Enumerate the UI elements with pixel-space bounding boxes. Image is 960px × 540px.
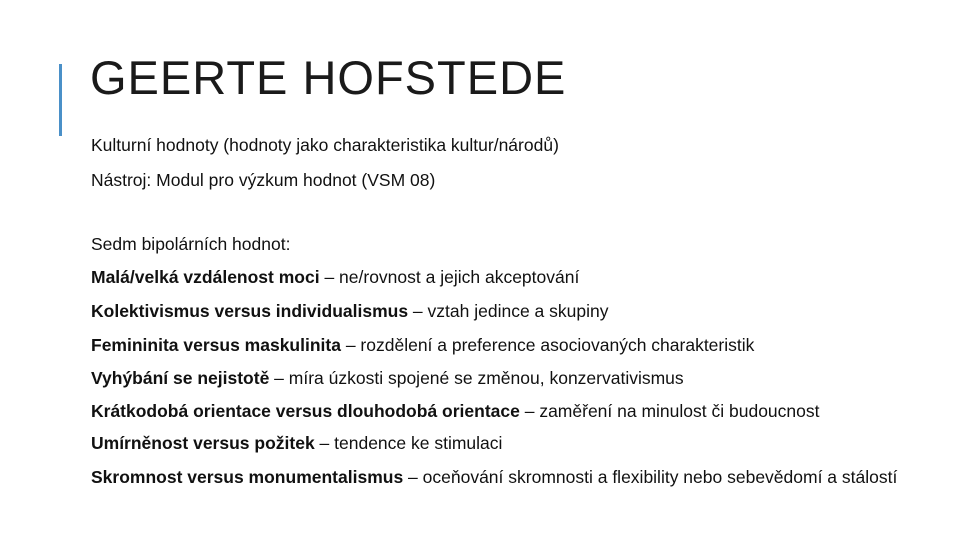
value-term: Skromnost versus monumentalismus xyxy=(91,467,404,487)
value-term: Vyhýbání se nejistotě xyxy=(91,368,270,388)
value-description: vztah jedince a skupiny xyxy=(427,301,609,321)
value-separator: – xyxy=(319,267,340,287)
value-description: tendence ke stimulaci xyxy=(334,433,503,453)
value-term: Femininita versus maskulinita xyxy=(91,335,341,355)
list-heading: Sedm bipolárních hodnot: xyxy=(91,234,291,254)
value-term: Kolektivismus versus individualismus xyxy=(91,301,409,321)
value-term: Malá/velká vzdálenost moci xyxy=(91,267,320,287)
value-separator: – xyxy=(314,433,335,453)
value-item-long-term-orientation xyxy=(91,401,819,421)
value-separator: – xyxy=(519,401,540,421)
slide-title: GEERTE HOFSTEDE xyxy=(90,51,567,104)
value-item-individualism xyxy=(91,301,608,321)
value-item-masculinity xyxy=(91,335,754,355)
value-description: oceňování skromnosti a flexibility nebo sebevědomí a stálostí xyxy=(422,467,898,487)
value-item-monumentalism xyxy=(91,467,936,487)
value-separator: – xyxy=(340,335,361,355)
value-description: ne/rovnost a jejich akceptování xyxy=(339,267,580,287)
value-term: Umírněnost versus požitek xyxy=(91,433,315,453)
value-description: rozdělení a preference asociovaných charakteristik xyxy=(360,335,755,355)
title-accent-bar xyxy=(59,64,62,136)
value-separator: – xyxy=(403,467,423,487)
value-separator: – xyxy=(269,368,289,388)
value-item-indulgence xyxy=(91,433,502,453)
value-separator: – xyxy=(408,301,428,321)
value-item-power-distance xyxy=(91,267,579,287)
value-item-uncertainty-avoidance xyxy=(91,368,684,388)
value-description: zaměření na minulost či budoucnost xyxy=(539,401,820,421)
value-description: míra úzkosti spojené se změnou, konzervativismus xyxy=(288,368,684,388)
intro-line-2: Nástroj: Modul pro výzkum hodnot (VSM 08) xyxy=(91,170,436,190)
intro-line-1: Kulturní hodnoty (hodnoty jako charakteristika kultur/národů) xyxy=(91,135,559,155)
value-term: Krátkodobá orientace versus dlouhodobá orientace xyxy=(91,401,520,421)
